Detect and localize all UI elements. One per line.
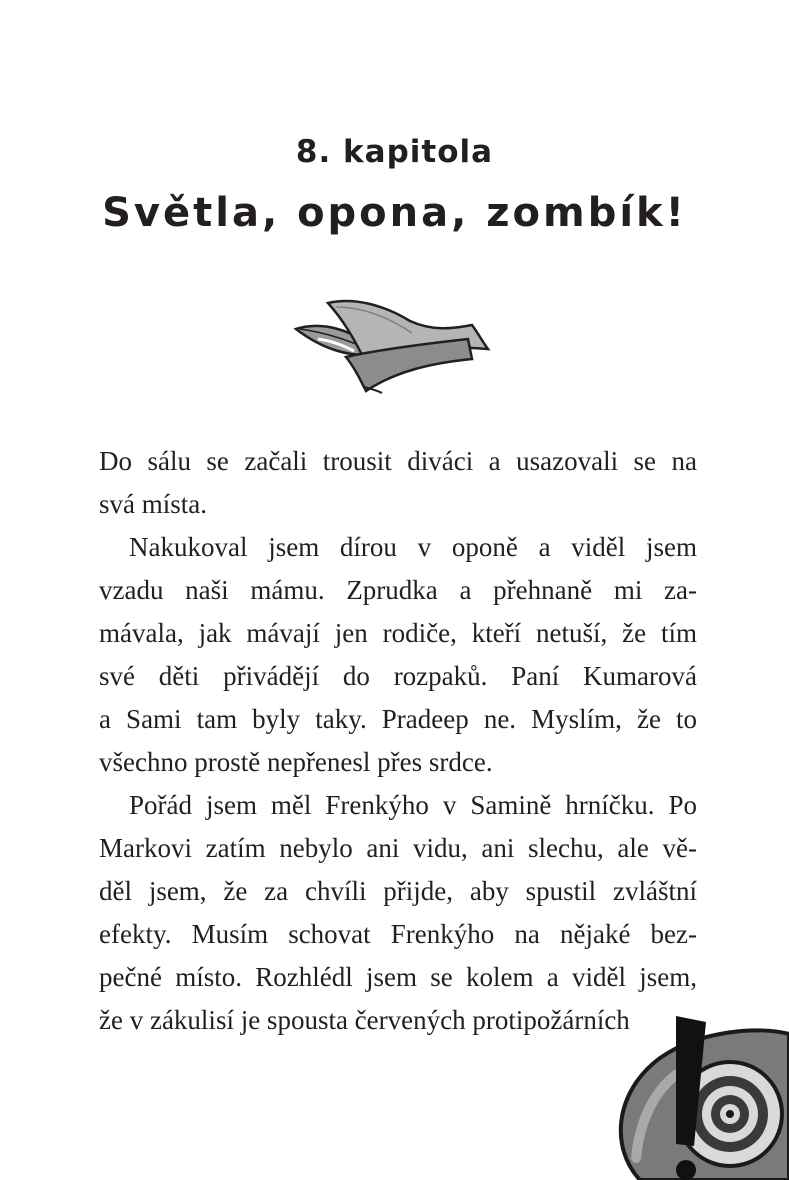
paragraph-3	[99, 784, 697, 1042]
feathered-hat-icon	[292, 295, 496, 399]
text-line: své děti přivádějí do rozpaků. Paní Kumarová	[99, 661, 697, 691]
chapter-title: Světla, opona, zombík!	[102, 190, 687, 236]
paragraph-2	[99, 526, 697, 784]
text-line: mávala, jak mávají jen rodiče, kteří netuší, že tím	[99, 618, 697, 648]
zombie-eye-exclamation-icon	[600, 1008, 789, 1180]
text-line: Nakukoval jsem dírou v oponě a viděl jsem	[129, 532, 697, 562]
text-line: efekty. Musím schovat Frenkýho na nějaké bez-	[99, 919, 697, 949]
chapter-number: 8. kapitola	[295, 134, 494, 170]
text-line: a Sami tam byly taky. Pradeep ne. Myslím, že to	[99, 704, 697, 734]
body-text	[99, 440, 697, 1042]
text-line: děl jsem, že za chvíli přijde, aby spustil zvláštní	[99, 876, 697, 906]
paragraph-1	[99, 440, 697, 526]
text-line: Pořád jsem měl Frenkýho v Samině hrníčku. Po	[129, 790, 697, 820]
text-line: všechno prostě nepřenesl přes srdce.	[99, 747, 493, 777]
text-line: vzadu naši mámu. Zprudka a přehnaně mi za-	[99, 575, 697, 605]
text-line: pečné místo. Rozhlédl jsem se kolem a viděl jsem,	[99, 962, 697, 992]
text-line: že v zákulisí je spousta červených protipožárních	[99, 1005, 630, 1035]
text-line: Do sálu se začali trousit diváci a usazovali se na	[99, 446, 697, 476]
text-line: Markovi zatím nebylo ani vidu, ani slechu, ale vě-	[99, 833, 697, 863]
text-line: svá místa.	[99, 489, 207, 519]
